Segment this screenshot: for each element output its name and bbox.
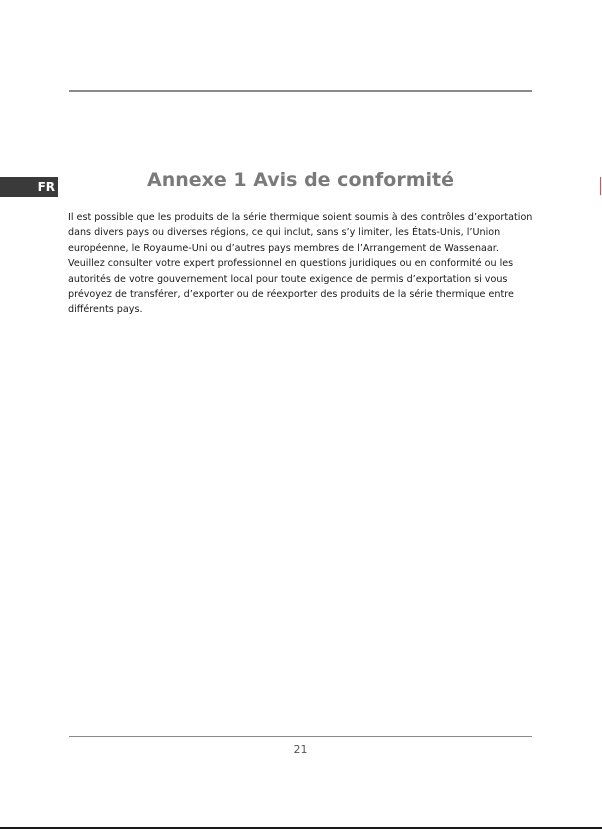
body-paragraph: Il est possible que les produits de la série thermique soient soumis à des contrôles d’exportation dans divers pays ou diverses régions, ce qui inclut, sans s’y limiter, les États-Unis, l’Union européenne, le Royaume-Uni ou d’autres pays membres de l’Arrangement de Wassenaar. Veuillez consulter votre expert professionnel en questions juridiques ou en conformité ou les autorités de votre gouvernement local pour toute exigence de permis d’exportation si vous prévoyez de transférer, d’exporter ou de réexporter des produits de la série thermique entre différents pays. bbox=[68, 212, 533, 316]
page-title: Annexe 1 Avis de conformité bbox=[147, 169, 454, 191]
footer-rule bbox=[69, 736, 532, 737]
page-number: 21 bbox=[293, 743, 308, 756]
language-tab: FR bbox=[0, 177, 58, 197]
page-edge-marker bbox=[600, 177, 601, 195]
header-rule bbox=[69, 90, 532, 92]
